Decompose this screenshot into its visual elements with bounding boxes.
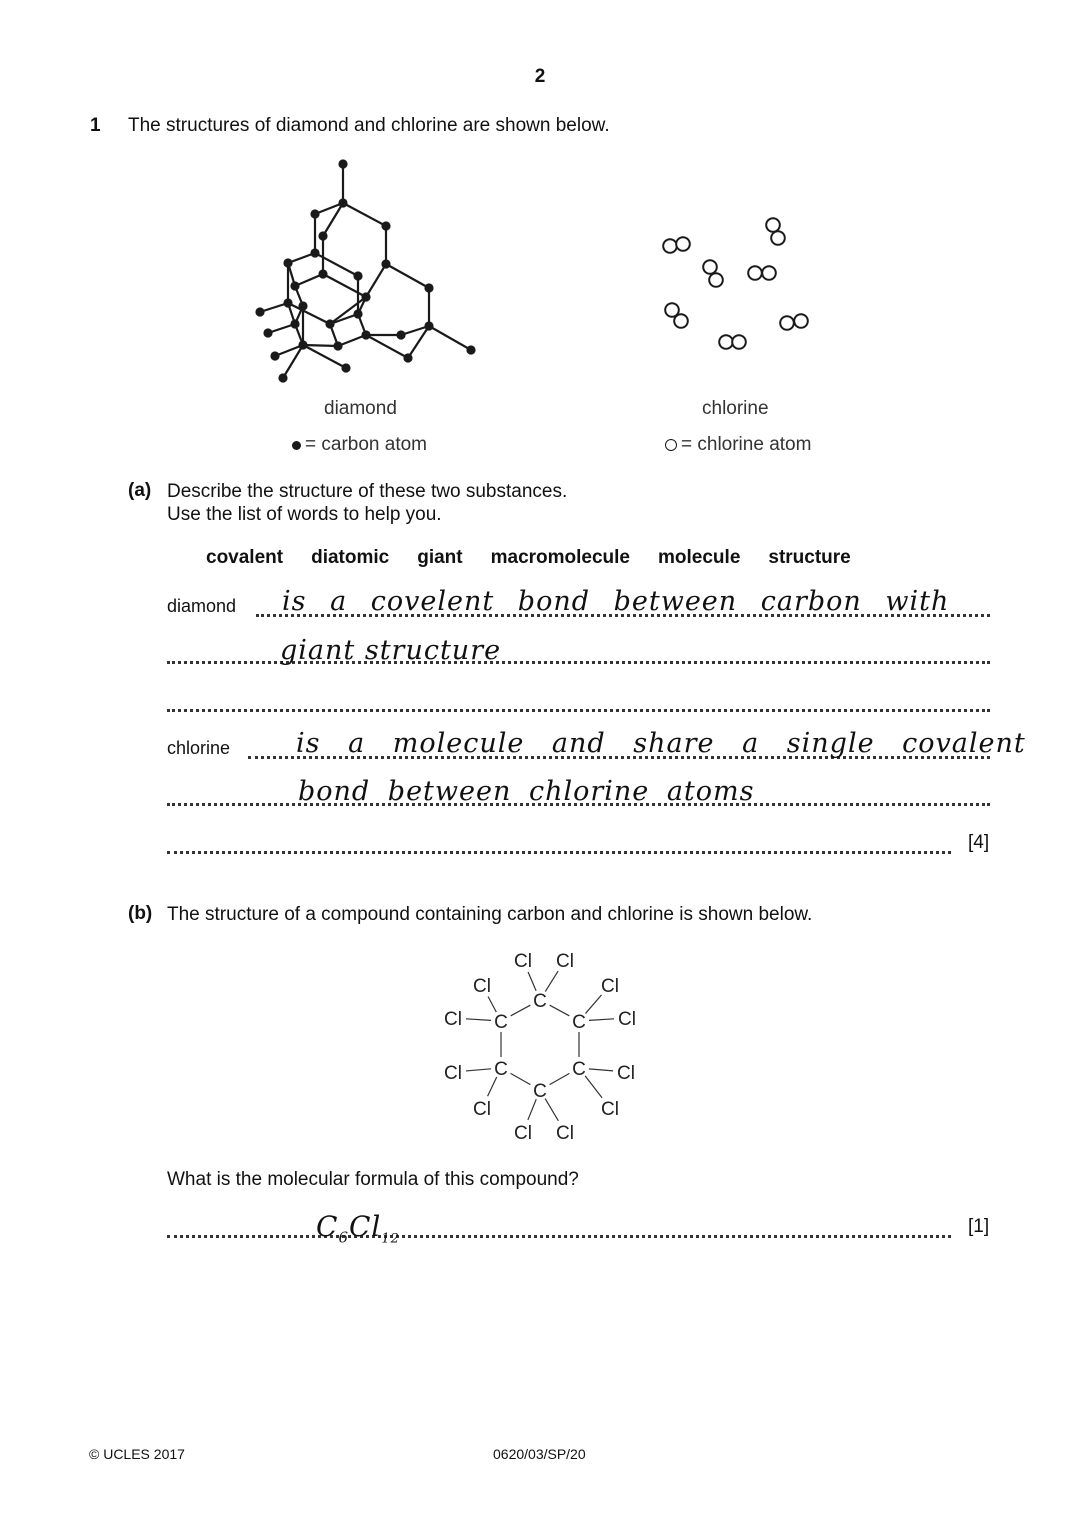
carbon-atom xyxy=(424,321,433,330)
carbon-atom xyxy=(290,281,299,290)
part-a-instruction-2: Use the list of words to help you. xyxy=(167,504,442,525)
c-cl-bond xyxy=(466,1019,491,1021)
structure-labels xyxy=(444,951,636,1144)
chlorine-atom xyxy=(732,335,746,349)
carbon-atom xyxy=(298,340,307,349)
chlorine-label: Cl xyxy=(473,1099,491,1120)
part-b-label: (b) xyxy=(128,903,153,924)
carbon-atom xyxy=(298,301,307,310)
formula-subscript-1: 6 xyxy=(338,1228,349,1247)
diamond-structure-diagram xyxy=(240,150,490,390)
chlorine-label: Cl xyxy=(514,1123,532,1144)
part-b-question: What is the molecular formula of this compound? xyxy=(167,1169,579,1190)
carbon-atom xyxy=(283,298,292,307)
chlorine-answer-line-1: is a molecule and share a single covalent xyxy=(296,728,1026,759)
chlorine-caption: chlorine xyxy=(702,398,769,419)
carbon-atom xyxy=(263,328,272,337)
footer-copyright: © UCLES 2017 xyxy=(89,1446,185,1462)
c-cl-bond xyxy=(545,971,558,991)
carbon-label: C xyxy=(494,1012,508,1033)
carbon-atom xyxy=(353,309,362,318)
c-cl-bond xyxy=(585,1076,602,1098)
part-a-label: (a) xyxy=(128,480,152,501)
chlorine-label: Cl xyxy=(473,976,491,997)
formula-subscript-2: 12 xyxy=(381,1231,400,1247)
carbon-bond xyxy=(343,203,386,226)
chlorine-atom xyxy=(762,266,776,280)
chlorine-atom xyxy=(719,335,733,349)
c-cl-bond xyxy=(589,1019,614,1021)
carbon-atom xyxy=(381,259,390,268)
chlorine-atom xyxy=(674,314,688,328)
carbon-atom xyxy=(318,231,327,240)
word-list-item: macromolecule xyxy=(490,547,631,568)
chlorine-atom xyxy=(771,231,785,245)
carbon-bond xyxy=(429,326,471,350)
formula-element-1: C xyxy=(316,1210,339,1243)
part-a-marks: [4] xyxy=(968,832,990,853)
carbon-label: C xyxy=(494,1059,508,1080)
chlorine-atom xyxy=(663,239,677,253)
word-list-item: covalent xyxy=(206,547,284,568)
ring-bond xyxy=(550,1005,570,1016)
carbon-atom xyxy=(333,341,342,350)
carbon-atom xyxy=(381,221,390,230)
ring-bond xyxy=(511,1073,531,1084)
carbon-atom xyxy=(255,307,264,316)
chlorine-label: Cl xyxy=(514,951,532,972)
chlorine-label: Cl xyxy=(617,1063,635,1084)
question-intro: The structures of diamond and chlorine are shown below. xyxy=(128,115,610,136)
chlorine-atom xyxy=(794,314,808,328)
carbon-atom xyxy=(396,330,405,339)
carbon-atom xyxy=(361,292,370,301)
carbon-atom xyxy=(403,353,412,362)
chlorine-atom xyxy=(748,266,762,280)
carbon-atom xyxy=(466,345,475,354)
chlorine-answer-line-2: bond between chlorine atoms xyxy=(298,776,755,807)
carbon-atom xyxy=(318,269,327,278)
chlorine-atom xyxy=(703,260,717,274)
carbon-atom xyxy=(283,258,292,267)
c-cl-bond xyxy=(545,1099,558,1121)
answer-line[interactable] xyxy=(167,1235,951,1238)
ring-bond xyxy=(550,1073,570,1084)
open-circle-icon xyxy=(665,439,677,451)
diamond-answer-line-2: giant structure xyxy=(280,635,502,666)
carbon-bond xyxy=(303,345,338,346)
chlorine-label: Cl xyxy=(556,1123,574,1144)
c-cl-bond xyxy=(466,1069,491,1071)
formula-element-2: Cl xyxy=(348,1210,382,1243)
hexachlorocyclohexane-structure xyxy=(430,940,650,1150)
carbon-key xyxy=(292,434,427,456)
carbon-atom xyxy=(361,330,370,339)
chlorine-label: Cl xyxy=(601,1099,619,1120)
chlorine-answer-label: chlorine xyxy=(167,738,231,758)
word-list-item: giant xyxy=(417,547,463,568)
chlorine-atom xyxy=(766,218,780,232)
part-b-marks: [1] xyxy=(968,1216,990,1237)
chlorine-label: Cl xyxy=(618,1009,636,1030)
chlorine-molecules-diagram xyxy=(650,205,820,365)
carbon-atom xyxy=(338,198,347,207)
carbon-label: C xyxy=(572,1012,586,1033)
carbon-atom xyxy=(278,373,287,382)
c-cl-bond xyxy=(586,995,602,1014)
c-cl-bond xyxy=(528,972,536,991)
ring-bond xyxy=(511,1005,531,1016)
diamond-bonds xyxy=(260,164,471,378)
carbon-atom xyxy=(424,283,433,292)
part-b-text: The structure of a compound containing carbon and chlorine is shown below. xyxy=(167,904,813,925)
diamond-answer-line-1: is a covelent bond between carbon with xyxy=(282,586,950,617)
diamond-caption: diamond xyxy=(324,398,397,419)
chlorine-atoms xyxy=(663,218,808,349)
carbon-bond xyxy=(386,264,429,288)
chlorine-label: Cl xyxy=(444,1063,462,1084)
word-list-item: diatomic xyxy=(311,547,390,568)
carbon-label: C xyxy=(533,1081,547,1102)
carbon-atom xyxy=(270,351,279,360)
c-cl-bond xyxy=(589,1069,613,1071)
word-list-item: structure xyxy=(768,547,851,568)
chlorine-atom xyxy=(709,273,723,287)
chlorine-key xyxy=(665,434,811,456)
carbon-atom xyxy=(341,363,350,372)
chlorine-label: Cl xyxy=(444,1009,462,1030)
diamond-answer-label: diamond xyxy=(167,596,237,616)
carbon-atom xyxy=(353,271,362,280)
chlorine-label: Cl xyxy=(601,976,619,997)
chlorine-key-text: = chlorine atom xyxy=(681,434,812,455)
carbon-bond xyxy=(366,264,386,297)
carbon-atom xyxy=(290,319,299,328)
filled-circle-icon xyxy=(292,441,301,450)
chlorine-atom xyxy=(780,316,794,330)
formula-answer xyxy=(316,1210,400,1247)
chlorine-label: Cl xyxy=(556,951,574,972)
answer-line[interactable] xyxy=(167,709,990,712)
part-a-instruction-1: Describe the structure of these two substances. xyxy=(167,481,568,502)
question-number: 1 xyxy=(90,115,101,136)
carbon-atom xyxy=(338,159,347,168)
carbon-atom xyxy=(310,209,319,218)
footer-paper-code: 0620/03/SP/20 xyxy=(493,1446,586,1462)
chlorine-atom xyxy=(676,237,690,251)
word-list xyxy=(206,547,851,569)
carbon-key-text: = carbon atom xyxy=(305,434,427,455)
carbon-atom xyxy=(325,319,334,328)
carbon-label: C xyxy=(533,991,547,1012)
c-cl-bond xyxy=(528,1099,536,1120)
answer-line[interactable] xyxy=(167,851,951,854)
page-number: 2 xyxy=(534,66,546,87)
carbon-atom xyxy=(310,248,319,257)
word-list-item: molecule xyxy=(658,547,741,568)
carbon-label: C xyxy=(572,1059,586,1080)
c-cl-bond xyxy=(488,996,496,1012)
